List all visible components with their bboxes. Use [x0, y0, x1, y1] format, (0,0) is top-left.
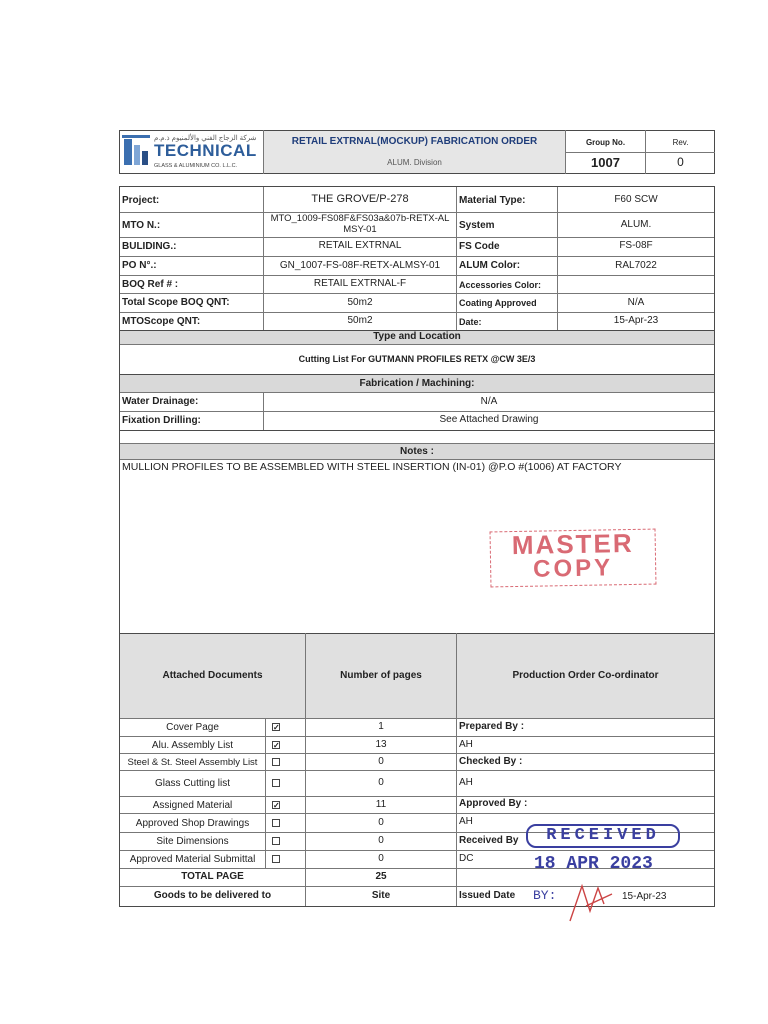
info-row-line: [120, 275, 714, 276]
notes-heading: Notes :: [400, 446, 434, 457]
fixation-drilling-value: See Attached Drawing: [439, 414, 539, 425]
doc-checkbox[interactable]: [272, 779, 280, 787]
notes-top-line: [120, 443, 714, 444]
doc-checkbox[interactable]: [272, 837, 280, 845]
group-no-value: 1007: [591, 155, 620, 170]
po-value: GN_1007-FS-08F-RETX-ALMSY-01: [279, 260, 441, 271]
mto-value: MTO_1009-FS08F&FS03a&07b-RETX-ALMSY-01: [270, 213, 450, 235]
fabrication-line: [120, 392, 714, 393]
rev-value: 0: [677, 155, 684, 169]
alum-color-label: ALUM Color:: [459, 260, 521, 271]
material-type-value: F60 SCW: [614, 194, 658, 205]
doc-row-line: [120, 753, 714, 754]
stamp-line-1: MASTER: [511, 527, 634, 561]
docs-check-divider: [265, 718, 266, 868]
material-type-label: Material Type:: [459, 195, 526, 206]
docs-col-coordinator: Production Order Co-ordinator: [512, 670, 659, 681]
received-word: RECEIVED: [526, 824, 680, 848]
received-stamp: [526, 824, 678, 880]
doc-row-line: [120, 796, 714, 797]
issued-date-value: 15-Apr-23: [622, 891, 667, 902]
notes-text: MULLION PROFILES TO BE ASSEMBLED WITH STEEL INSERTION (IN-01) @P.O #(1006) AT FACTORY: [122, 461, 622, 473]
fixation-drilling-label: Fixation Drilling:: [122, 415, 201, 426]
system-label: System: [459, 220, 495, 231]
coating-approved-value: N/A: [627, 297, 645, 308]
fabrication-row-line: [120, 411, 714, 412]
total-row-top: [120, 868, 456, 869]
doc-row-line: [120, 770, 714, 771]
date-label: Date:: [459, 317, 482, 327]
doc-pages: 1: [378, 721, 384, 732]
info-divider-middle: [456, 187, 457, 330]
checked-by-value: AH: [459, 777, 473, 788]
checked-by-label: Checked By :: [459, 756, 523, 767]
project-value: THE GROVE/P-278: [311, 193, 409, 205]
division-label: ALUM. Division: [387, 158, 442, 167]
water-drainage-value: N/A: [480, 396, 498, 407]
logo-mark-icon: [122, 135, 150, 169]
issued-date-label: Issued Date: [459, 890, 516, 901]
received-date: 18 APR 2023: [534, 854, 653, 874]
docs-header-bottom: [120, 718, 714, 719]
delivered-label: Goods to be delivered to: [153, 890, 272, 901]
prepared-by-label: Prepared By :: [459, 721, 525, 732]
doc-checkbox[interactable]: [272, 758, 280, 766]
delivered-value: Site: [371, 890, 391, 901]
building-value: RETAIL EXTRNAL: [318, 240, 402, 251]
doc-checkbox[interactable]: ✓: [273, 800, 280, 810]
info-row-line: [120, 312, 714, 313]
stamp-line-2: COPY: [532, 554, 614, 583]
docs-col-attached: Attached Documents: [162, 670, 263, 681]
total-scope-label: Total Scope BOQ QNT:: [122, 297, 230, 308]
doc-row-line: [120, 736, 714, 737]
total-page-label: TOTAL PAGE: [181, 871, 244, 882]
doc-pages: 0: [378, 755, 384, 767]
boq-ref-value: RETAIL EXTRNAL-F: [313, 278, 407, 289]
doc-pages: 11: [375, 798, 387, 810]
doc-name: Approved Shop Drawings: [135, 817, 250, 829]
system-value: ALUM.: [620, 219, 652, 230]
info-row-line: [120, 256, 714, 257]
doc-name: Glass Cutting list: [154, 778, 231, 789]
doc-checkbox[interactable]: ✓: [273, 740, 280, 750]
approved-by-label: Approved By :: [459, 798, 528, 809]
boq-ref-label: BOQ Ref # :: [122, 279, 179, 290]
doc-pages: 0: [378, 835, 384, 846]
info-row-line: [120, 293, 714, 294]
notes-line: [120, 459, 714, 460]
docs-col-pages: Number of pages: [340, 670, 422, 681]
project-label: Project:: [122, 195, 160, 206]
doc-name: Alu. Assembly List: [151, 739, 234, 751]
doc-name: Assigned Material: [152, 799, 233, 811]
type-location-heading: Type and Location: [373, 331, 461, 342]
company-logo: [122, 133, 260, 171]
mto-label: MTO N.:: [122, 220, 161, 231]
form-title: RETAIL EXTRNAL(MOCKUP) FABRICATION ORDER: [291, 136, 538, 147]
received-by-label: Received By: [459, 835, 519, 846]
doc-checkbox[interactable]: [272, 855, 280, 863]
doc-name: Steel & St. Steel Assembly List: [127, 756, 258, 768]
building-label: BULIDING.:: [122, 241, 177, 252]
fs-code-value: FS-08F: [619, 240, 653, 251]
fabrication-heading: Fabrication / Machining:: [359, 378, 475, 389]
coating-approved-label: Coating Approved: [459, 298, 537, 308]
accessories-color-label: Accessories Color:: [459, 280, 542, 290]
total-page-value: 25: [375, 871, 387, 882]
info-row-line: [120, 237, 714, 238]
header-mid-line: [565, 152, 715, 153]
signature-mark: [560, 876, 630, 926]
master-copy-stamp: [490, 529, 657, 588]
doc-name: Cover Page: [166, 722, 219, 733]
doc-name: Site Dimensions: [156, 836, 229, 847]
received-by-value: DC: [459, 853, 474, 864]
doc-pages: 0: [378, 777, 384, 788]
type-location-line: [120, 344, 714, 345]
received-by-prefix: BY:: [533, 888, 557, 903]
prepared-by-value: AH: [459, 739, 473, 750]
logo-arabic: شركة الزجاج الفني والألمنيوم ذ.م.م: [154, 135, 257, 142]
type-location-text: Cutting List For GUTMANN PROFILES RETX @CW 3E/3: [298, 354, 536, 364]
alum-color-value: RAL7022: [615, 260, 657, 271]
fabrication-bottom: [120, 430, 714, 431]
logo-subtitle: GLASS & ALUMINIUM CO. L.L.C.: [154, 163, 238, 169]
logo-name: TECHNICAL: [154, 141, 257, 160]
doc-pages: 13: [375, 738, 387, 750]
date-value: 15-Apr-23: [613, 315, 659, 326]
water-drainage-label: Water Drainage:: [122, 396, 199, 407]
fs-code-label: FS Code: [459, 241, 500, 252]
po-label: PO N°.:: [122, 260, 157, 271]
doc-pages: 0: [378, 853, 384, 864]
rev-label: Rev.: [672, 138, 689, 147]
doc-row-line: [120, 813, 714, 814]
group-no-label: Group No.: [585, 138, 626, 147]
mto-scope-label: MTOScope QNT:: [122, 316, 201, 327]
doc-checkbox[interactable]: [272, 819, 280, 827]
total-scope-value: 50m2: [347, 297, 373, 308]
doc-pages: 0: [378, 816, 384, 828]
mto-scope-value: 50m2: [347, 315, 373, 326]
doc-checkbox[interactable]: ✓: [273, 723, 280, 732]
doc-name: Approved Material Submittal: [129, 854, 256, 865]
approved-by-value: AH: [459, 816, 473, 827]
